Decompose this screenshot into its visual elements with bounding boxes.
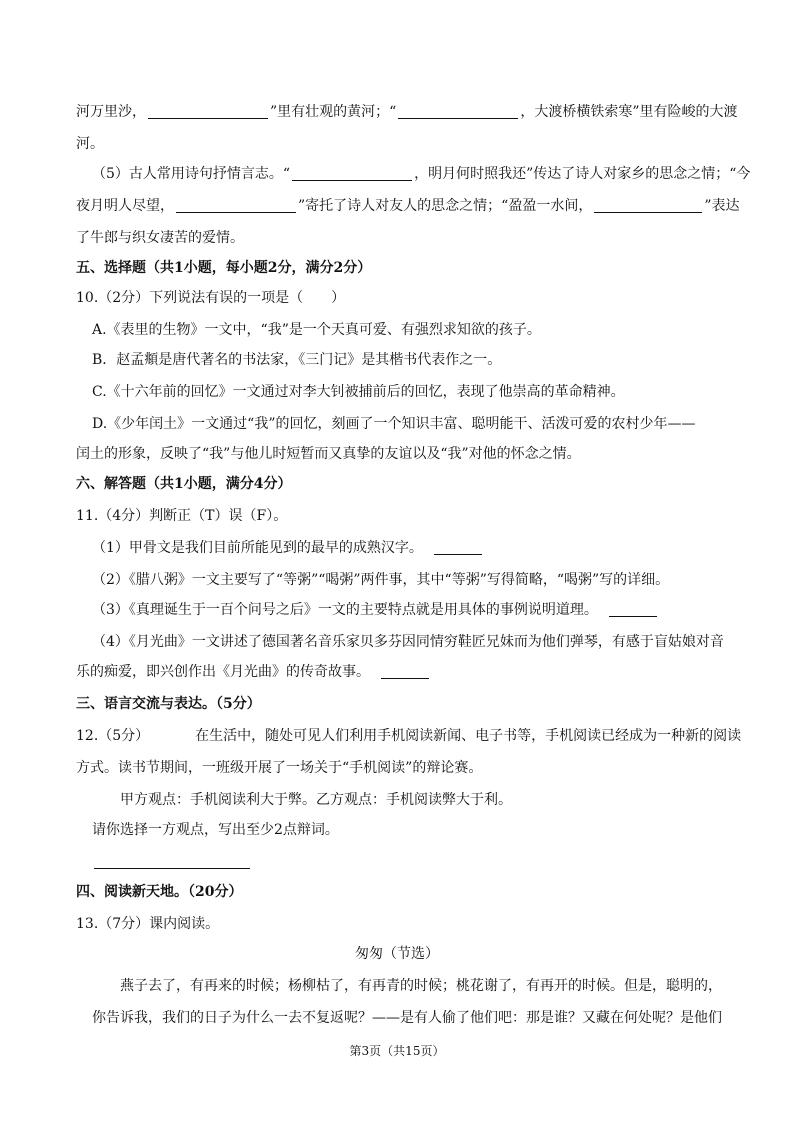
section-6-heading: 六、解答题（共1小题，满分4分） [76,476,292,492]
answer-blank[interactable] [176,198,296,213]
text: 12.（5分） [76,728,150,744]
question-12-viewpoints: 甲方观点：手机阅读利大于弊。乙方观点：手机阅读弊大于利。 [120,792,512,808]
answer-blank[interactable] [94,854,250,869]
option-d-line-2: 闰土的形象，反映了“我”与他儿时短暂而又真挚的友谊以及“我”对他的怀念之情。 [76,446,581,462]
section-3-heading: 三、语言交流与表达。（5分） [76,696,261,712]
answer-blank[interactable] [594,198,702,213]
text: ”表达 [704,198,740,214]
answer-blank[interactable] [609,602,657,617]
question-12-line-2: 方式。读书节期间，一班级开展了一场关于“手机阅读”的辩论赛。 [76,760,483,776]
poem-line-1 [76,102,738,122]
text: ，明月何时照我还”传达了诗人对家乡的思念之情；“今 [414,166,751,182]
option-a[interactable]: A.《表里的生物》一文中，“我”是一个天真可爱、有强烈求知欲的孩子。 [92,322,541,338]
question-13-stem: 13.（7分）课内阅读。 [76,916,220,932]
text: ”里有壮观的黄河；“ [270,104,397,120]
text: （5）古人常用诗句抒情言志。“ [92,166,291,182]
question-11-2: （2）《腊八粥》一文主要写了“等粥”“喝粥”两件事，其中“等粥”写得简略，“喝粥”写的详细。 [92,572,670,588]
question-11-3 [92,600,659,620]
question-11-stem: 11.（4分）判断正（T）误（F）。 [76,508,288,524]
text: 乐的痴爱，即兴创作出《月光曲》的传奇故事。 [76,664,370,680]
section-4-heading: 四、阅读新天地。（20分） [76,884,243,900]
passage-line-2: 你告诉我，我们的日子为什么一去不复返呢？——是有人偷了他们吧：那是谁？又藏在何处呢？是他们 [92,1010,722,1026]
text: （3）《真理诞生于一百个问号之后》一文的主要特点就是用具体的事例说明道理。 [92,602,598,618]
text: ”寄托了诗人对友人的思念之情；“盈盈一水间， [298,198,593,214]
option-b[interactable]: B．赵孟頫是唐代著名的书法家，《三门记》是其楷书代表作之一。 [92,352,502,368]
option-d-line-1[interactable]: D.《少年闰土》一文通过“我”的回忆，刻画了一个知识丰富、聪明能干、活泼可爱的农村少年—— [92,416,696,432]
passage-title: 匆匆（节选） [355,946,439,962]
answer-blank[interactable] [292,166,412,181]
passage-line-1: 燕子去了，有再来的时候；杨柳枯了，有再青的时候；桃花谢了，有再开的时候。但是，聪明的， [120,978,722,994]
question-9-5-line-1 [92,164,750,184]
question-9-5-line-3: 了牛郎与织女凄苦的爱情。 [76,230,244,246]
answer-blank[interactable] [398,104,518,119]
option-c[interactable]: C.《十六年前的回忆》一文通过对李大钊被捕前后的回忆，表现了他崇高的革命精神。 [92,384,625,400]
question-12-answer-line[interactable] [92,852,252,872]
question-11-1 [92,538,484,558]
answer-blank[interactable] [148,104,268,119]
text: ，大渡桥横铁索寒”里有险峻的大渡 [520,104,738,120]
question-11-4-line-2 [76,662,431,682]
question-12-line-1 [76,726,741,746]
question-9-5-line-2 [76,196,740,216]
text: 河万里沙， [76,104,146,120]
text: 夜月明人尽望， [76,198,174,214]
question-11-4-line-1: （4）《月光曲》一文讲述了德国著名音乐家贝多芬因同情穷鞋匠兄妹而为他们弹琴，有感于盲姑娘对音 [92,634,724,650]
poem-line-2: 河。 [76,136,104,152]
question-10-stem: 10.（2分）下列说法有误的一项是（ ） [76,290,346,306]
answer-blank[interactable] [434,540,482,555]
section-5-heading: 五、选择题（共1小题，每小题2分，满分2分） [76,260,372,276]
text: （1）甲骨文是我们目前所能见到的最早的成熟汉字。 [92,540,423,556]
question-12-instruction: 请你选择一方观点，写出至少2点辩词。 [92,822,339,838]
page-number: 第3页（共15页） [349,1044,445,1058]
answer-blank[interactable] [381,664,429,679]
text: 在生活中，随处可见人们利用手机阅读新闻、电子书等，手机阅读已经成为一种新的阅读 [195,728,742,744]
